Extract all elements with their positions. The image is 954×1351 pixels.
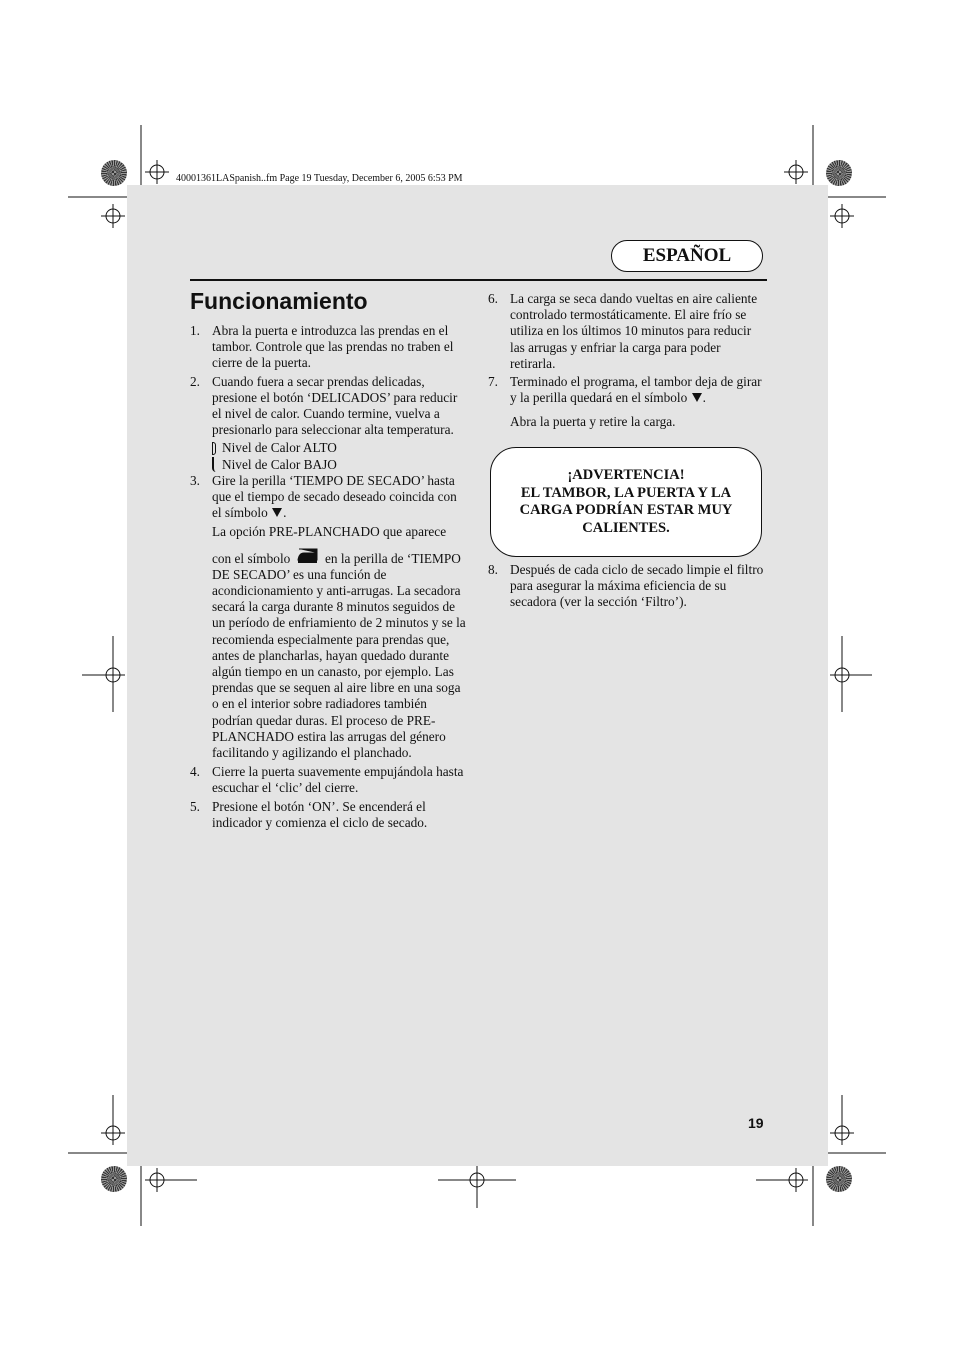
list-item bbox=[488, 562, 764, 611]
triangle-symbol-icon bbox=[692, 393, 702, 402]
item-text: Cuando fuera a secar prendas delicadas, presione el botón ‘DELICADOS’ para reducir el nivel de calor. Cuando termine, vuelva a presionarlo para seleccionar alta temperatura. bbox=[212, 373, 458, 438]
page-number: 19 bbox=[748, 1115, 764, 1131]
item-number: 1. bbox=[190, 323, 200, 338]
heat-level-label: Nivel de Calor BAJO bbox=[222, 456, 337, 472]
triangle-symbol-icon bbox=[272, 508, 282, 517]
item-number: 5. bbox=[190, 798, 200, 814]
high-heat-icon bbox=[212, 442, 216, 455]
right-column bbox=[488, 291, 764, 433]
preplanchado-text: con el símbolo bbox=[212, 550, 291, 566]
item-number: 4. bbox=[190, 764, 200, 780]
left-column bbox=[190, 323, 466, 833]
item-number: 3. bbox=[190, 472, 200, 488]
item-text: Terminado el programa, el tambor deja de girar y la perilla quedará en el símbolo bbox=[510, 374, 762, 406]
preplanchado-text: en la perilla de ‘TIEMPO DE SECADO’ es una función de acondicionamiento y anti-arrugas. La secadora secará la carga durante 8 minutos seguidos de un período de enfriamiento de 2 minutos y se la recomienda especialmente para prendas que, antes de plancharlas, hayan quedado durante algún tiempo en un canasto, por ejemplo. Las prendas que se sequen al aire libre en una soga o en el interior sobre radiadores también podrían quedar duras. El proceso de PRE-PLANCHADO estira las arrugas del género facilitando y agilizando el planchado. bbox=[212, 550, 466, 761]
low-heat-icon bbox=[212, 457, 216, 472]
item-number: 8. bbox=[488, 562, 498, 577]
list-item bbox=[190, 799, 466, 831]
item-text: Presione el botón ‘ON’. Se encenderá el indicador y comienza el ciclo de secado. bbox=[212, 798, 428, 830]
language-tab: ESPAÑOL bbox=[611, 240, 763, 272]
header-rule bbox=[190, 279, 767, 281]
item-text-end: . bbox=[283, 505, 287, 521]
heat-level-label: Nivel de Calor ALTO bbox=[222, 440, 337, 456]
item-text: La carga se seca dando vueltas en aire caliente controlado termostáticamente. El aire frío se utiliza en los últimos 10 minutos para reducir las arrugas y enfriar la carga para poder retirarla. bbox=[510, 291, 758, 371]
item-number: 6. bbox=[488, 291, 498, 306]
warning-box bbox=[490, 447, 762, 557]
item-text: Después de cada ciclo de secado limpie el filtro para asegurar la máxima eficiencia de su secadora (ver la sección ‘Filtro’). bbox=[510, 562, 764, 610]
warning-heading: ¡ADVERTENCIA! bbox=[567, 467, 685, 483]
preplanchado-paragraph bbox=[190, 524, 466, 761]
item-text: Abra la puerta e introduzca las prendas en el tambor. Controle que las prendas no traben el cierre de la puerta. bbox=[212, 323, 454, 371]
right-column-lower bbox=[488, 562, 764, 613]
item7-note: Abra la puerta y retire la carga. bbox=[510, 414, 676, 430]
list-item bbox=[190, 764, 466, 796]
list-item bbox=[190, 473, 466, 522]
item-number: 7. bbox=[488, 374, 498, 390]
page-title: Funcionamiento bbox=[190, 288, 368, 314]
item-text: Gire la perilla ‘TIEMPO DE SECADO’ hasta que el tiempo de secado deseado coincida con el símbolo bbox=[212, 472, 457, 521]
list-item bbox=[488, 374, 764, 406]
file-header: 40001361LASpanish..fm Page 19 Tuesday, December 6, 2005 6:53 PM bbox=[176, 173, 463, 184]
list-item bbox=[190, 374, 466, 439]
item-text: Cierre la puerta suavemente empujándola hasta escuchar el ‘clic’ del cierre. bbox=[212, 764, 464, 796]
list-item bbox=[190, 323, 466, 372]
heat-level-low bbox=[190, 457, 466, 473]
item-text-end: . bbox=[702, 390, 706, 406]
iron-icon bbox=[296, 547, 320, 564]
warning-text: EL TAMBOR, LA PUERTA Y LA CARGA PODRÍAN ESTAR MUY CALIENTES. bbox=[519, 484, 733, 536]
preplanchado-line1: La opción PRE-PLANCHADO que aparece bbox=[212, 524, 447, 540]
list-item bbox=[488, 291, 764, 372]
item-number: 2. bbox=[190, 373, 200, 389]
heat-level-high bbox=[190, 440, 466, 456]
